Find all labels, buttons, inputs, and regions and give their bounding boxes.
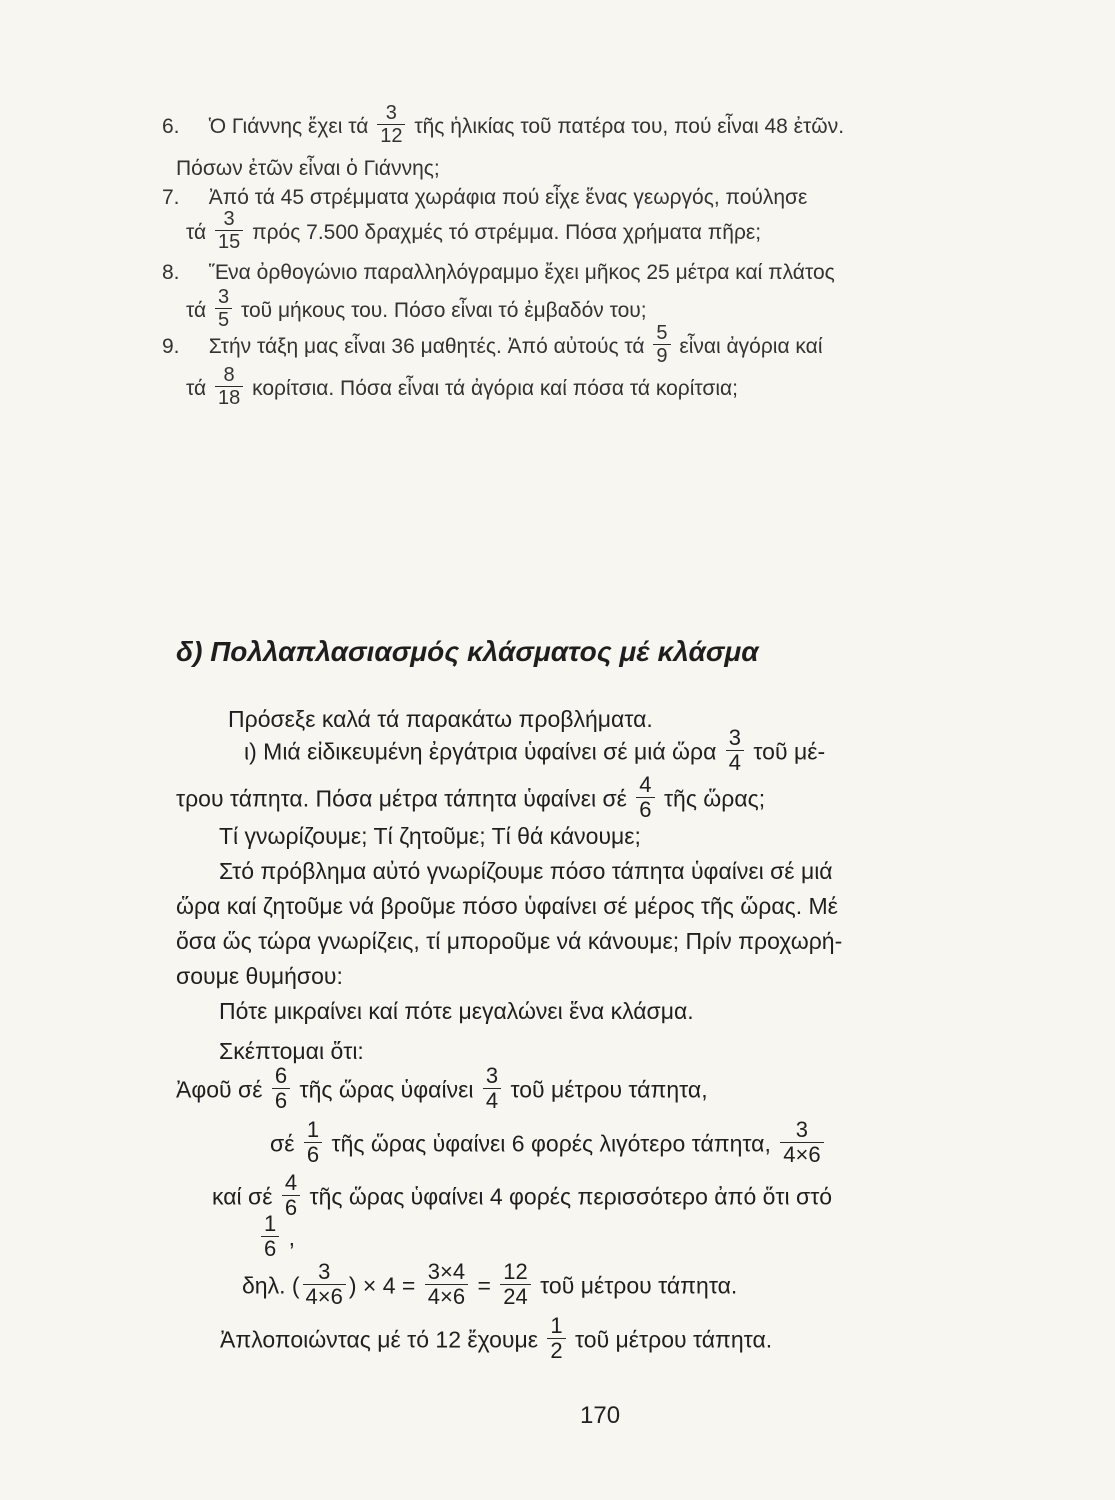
section-heading: δ) Πολλαπλασιασμός κλάσματος μέ κλάσμα <box>176 636 759 667</box>
intro-text: Πρόσεξε καλά τά παρακάτω προβλήματα. <box>228 706 653 732</box>
fraction: $\frac{12}{24}$ <box>500 1261 530 1308</box>
paragraph-line: σουμε θυμήσου: <box>176 963 343 989</box>
paragraph-line: Στό πρόβλημα αὐτό γνωρίζουμε πόσο τάπητα ὑφαίνει σέ μιά <box>219 858 833 884</box>
problem-1-line-1: ι) Μιά εἰδικευμένη ἐργάτρια ὑφαίνει σέ μιά ὥρα $\frac{3}{4}$ τοῦ μέ- <box>244 725 826 775</box>
fraction: $\frac{6}{6}$ <box>272 1065 290 1112</box>
exercise-9-line-1: 9. Στήν τάξη μας εἶναι 36 μαθητές. Ἀπό αὐτούς τά $\frac{5}{9}$ εἶναι ἀγόρια καί <box>162 322 823 367</box>
reasoning-line-1: Ἀφοῦ σέ $\frac{6}{6}$ τῆς ὥρας ὑφαίνει $\frac{3}{4}$ τοῦ μέτρου τάπητα, <box>176 1063 708 1113</box>
fraction: $\frac{8}{18}$ <box>215 365 243 408</box>
exercise-9-line-2: τά $\frac{8}{18}$ κορίτσια. Πόσα εἶναι τά ἀγόρια καί πόσα τά κορίτσια; <box>186 364 738 409</box>
reasoning-line-4: $\frac{1}{6}$ , <box>258 1216 295 1263</box>
exercise-8-line-1: 8. Ἕνα ὀρθογώνιο παραλληλόγραμμο ἔχει μῆκος 25 μέτρα καί πλάτος <box>162 261 835 284</box>
fraction: $\frac{1}{6}$ <box>304 1119 322 1166</box>
fraction: $\frac{1}{6}$ <box>261 1213 279 1260</box>
fraction: $\frac{1}{2}$ <box>547 1315 565 1362</box>
page-number: 170 <box>580 1402 621 1429</box>
conclusion-line: Ἀπλοποιώντας μέ τό 12 ἔχουμε $\frac{1}{2}$ τοῦ μέτρου τάπητα. <box>220 1313 773 1363</box>
exercise-6-number: 6. <box>162 115 180 139</box>
paragraph-line: Σκέπτομαι ὅτι: <box>219 1038 364 1064</box>
exercise-9-number: 9. <box>162 335 180 359</box>
paragraph-line: ὥρα καί ζητοῦμε νά βροῦμε πόσο ὑφαίνει σέ μέρος τῆς ὥρας. Μέ <box>176 893 838 919</box>
paragraph-line: Πότε μικραίνει καί πότε μεγαλώνει ἕνα κλάσμα. <box>219 998 694 1024</box>
paragraph-line: ὅσα ὥς τώρα γνωρίζεις, τί μποροῦμε νά κάνουμε; Πρίν προχωρή- <box>176 928 843 954</box>
problem-1-line-2: τρου τάπητα. Πόσα μέτρα τάπητα ὑφαίνει σέ $\frac{4}{6}$ τῆς ὥρας; <box>176 772 766 822</box>
exercise-7-line-2: τά $\frac{3}{15}$ πρός 7.500 δραχμές τό στρέμμα. Πόσα χρήματα πῆρε; <box>186 208 762 253</box>
fraction: $\frac{3}{15}$ <box>215 209 243 252</box>
exercise-8-number: 8. <box>162 261 180 284</box>
question-line: Τί γνωρίζουμε; Τί ζητοῦμε; Τί θά κάνουμε; <box>219 823 641 849</box>
computation-line: δηλ. ( $\frac{3}{4\times 6}$ ) × 4 = $\frac{3\times 4}{4\times 6}$ = $\frac{12}{24}$ τοῦ μέτρου τάπητα. <box>242 1259 738 1309</box>
fraction: $\frac{5}{9}$ <box>653 323 670 366</box>
exercise-7-number: 7. <box>162 186 180 209</box>
exercise-7-line-1: 7. Ἀπό τά 45 στρέμματα χωράφια πού εἶχε ἕνας γεωργός, πούλησε <box>162 186 808 209</box>
fraction: $\frac{3}{4\times 6}$ <box>303 1261 346 1308</box>
fraction: $\frac{3}{5}$ <box>215 287 232 330</box>
fraction: $\frac{3}{4}$ <box>726 727 744 774</box>
fraction: $\frac{3\times 4}{4\times 6}$ <box>425 1261 468 1308</box>
exercise-6-line-2: Πόσων ἐτῶν εἶναι ὁ Γιάννης; <box>176 157 440 180</box>
fraction: $\frac{4}{6}$ <box>636 774 654 821</box>
fraction: $\frac{3}{12}$ <box>377 103 405 146</box>
fraction: $\frac{3}{4}$ <box>483 1065 501 1112</box>
exercise-6-text: Ὁ Γιάννης ἔχει τά <box>208 115 369 139</box>
fraction: $\frac{4}{6}$ <box>282 1172 300 1219</box>
fraction: $\frac{3}{4\times 6}$ <box>780 1119 823 1166</box>
reasoning-line-2: σέ $\frac{1}{6}$ τῆς ὥρας ὑφαίνει 6 φορές λιγότερο τάπητα, $\frac{3}{4\times 6}$ <box>270 1122 827 1169</box>
exercise-6-line-1: 6. Ὁ Γιάννης ἔχει τά $\frac{3}{12}$ τῆς ἡλικίας τοῦ πατέρα του, πού εἶναι 48 ἐτῶν. <box>162 102 845 147</box>
exercise-8-line-2: τά $\frac{3}{5}$ τοῦ μήκους του. Πόσο εἶναι τό ἐμβαδόν του; <box>186 286 647 331</box>
reasoning-line-3: καί σέ $\frac{4}{6}$ τῆς ὥρας ὑφαίνει 4 φορές περισσότερο ἀπό ὅτι στό <box>212 1170 833 1220</box>
